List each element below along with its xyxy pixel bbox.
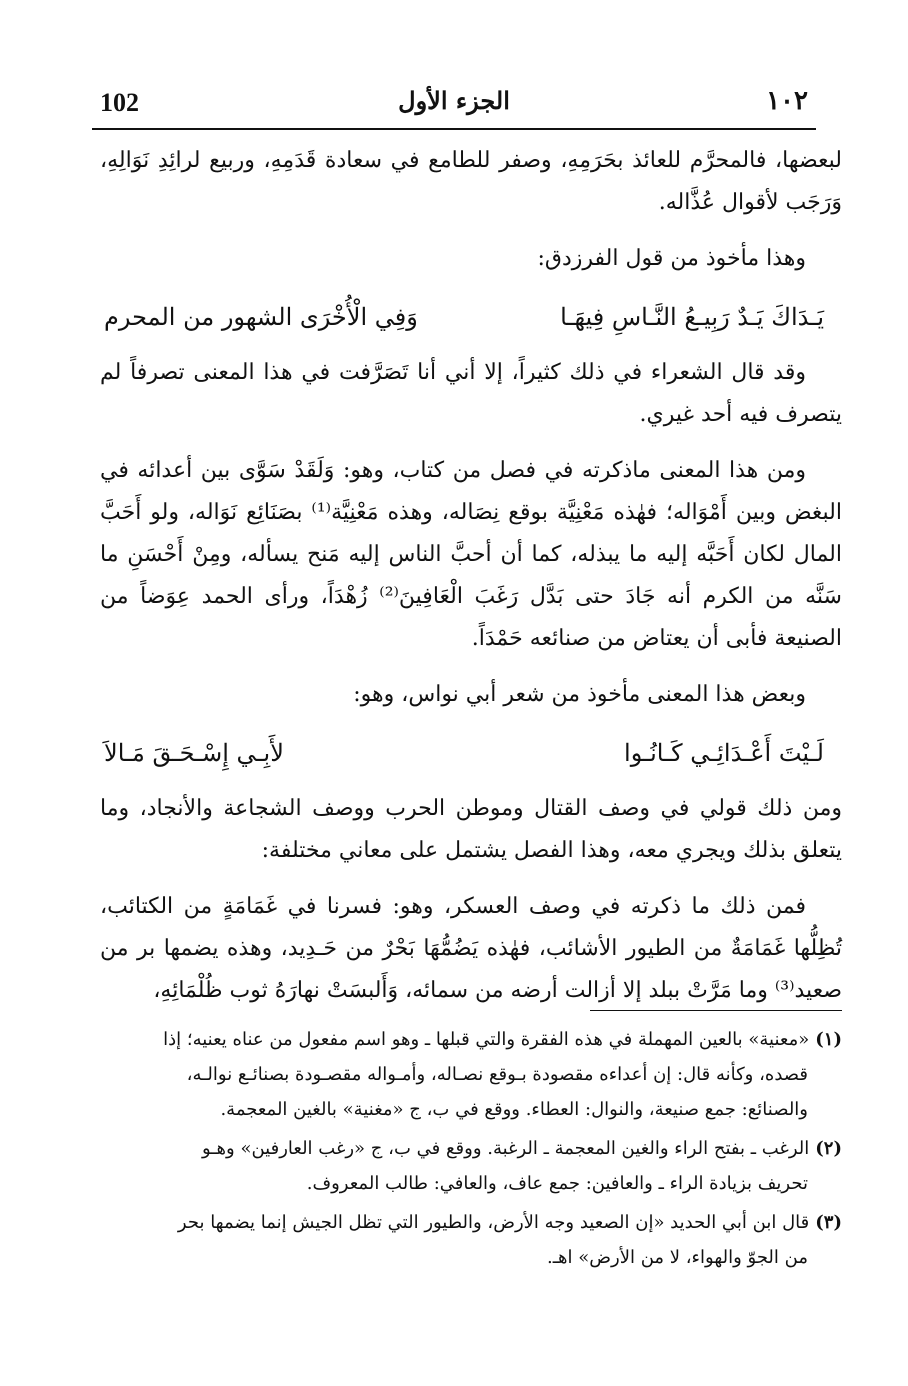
- footnote-separator: [590, 1010, 842, 1011]
- footnote-3-line-1: (٣)قال ابن أبي الحديد «إن الصعيد وجه الأرض، والطيور التي تظل الجيش إنما يضمها بحر: [177, 1212, 842, 1233]
- footnote-3-line-2: من الجوّ والهواء، لا من الأرض» اهـ.: [547, 1247, 808, 1268]
- footnote-2: [100, 1131, 842, 1201]
- paragraph-1: لبعضها، فالمحرَّم للعائذ بحَرَمِهِ، وصفر للطامع في سعادة قَدَمِهِ، وربيع لرائِدِ نَوَالِهِ، وَرَجَب لأقوال عُذَّاله.: [100, 148, 842, 215]
- page-header: [92, 84, 816, 130]
- footnotes: [100, 1022, 842, 1279]
- running-title: الجزء الأول: [398, 86, 510, 115]
- paragraph-2: وهذا مأخوذ من قول الفرزدق:: [537, 246, 806, 271]
- footnote-2-line-1: (٢)الرغب ـ بفتح الراء والغين المعجمة ـ الرغبة. ووقع في ب، ج «رغب العارفين» وهـو: [201, 1138, 842, 1159]
- footnote-1: [100, 1022, 842, 1127]
- paragraph-6: ومن ذلك قولي في وصف القتال وموطن الحرب ووصف الشجاعة والأنجاد، وما يتعلق بذلك ويجري معه، وهذا الفصل يشتمل على معاني مختلفة:: [100, 796, 842, 863]
- verse-abu-nuwas: [100, 730, 842, 776]
- paragraph-3: وقد قال الشعراء في ذلك كثيراً، إلا أني أنا تَصَرَّفت في هذا المعنى تصرفاً لم يتصرف فيه أحد غيري.: [100, 360, 842, 427]
- paragraph-4: ومن هذا المعنى ماذكرته في فصل من كتاب، وهو: وَلَقَدْ سَوَّى بين أعدائه في البغض وبين أَمْوَاله؛ فهٰذه مَعْنِيَّة بوقع نِصَاله، وهذه مَعْنِيَّة⁽¹⁾ بصَنَائِع نَوَاله، ولو أَحَبَّ المال لكان أَحَبَّه إليه ما يبذله، كما أن أحبَّ الناس إليه مَنح يسأله، ومِنْ أَحْسَنِ ما سَنَّه من الكرم أنه جَادَ حتى بَدَّل رَغَبَ الْعَافِينَ⁽²⁾ زُهْدَاً، ورأى الحمد عِوَضاً من الصنيعة فأبى أن يعتاض من صنائعه حَمْدَاً.: [100, 458, 842, 651]
- paragraph-5: وبعض هذا المعنى مأخوذ من شعر أبي نواس، وهو:: [353, 682, 806, 707]
- page-number-latin: 102: [100, 88, 139, 117]
- footnote-3: [100, 1205, 842, 1275]
- footnote-1-line-1: (١)«معنية» بالعين المهملة في هذه الفقرة والتي قبلها ـ وهو اسم مفعول من عناه يعنيه؛ إذا: [163, 1029, 842, 1050]
- main-text: [100, 140, 842, 1026]
- verse-2-first-hemistich: لَـيْتَ أَعْـدَائِـي كَـانُـوا: [624, 739, 824, 767]
- footnote-1-line-3: والصنائع: جمع صنيعة، والنوال: العطاء. ووقع في ب، ج «مغنية» بالغين المعجمة.: [220, 1099, 808, 1120]
- page-number-arabic: ١٠٢: [766, 86, 808, 116]
- verse-farazdaq: [100, 294, 842, 340]
- paragraph-7: فمن ذلك ما ذكرته في وصف العسكر، وهو: فسرنا في غَمَامَةٍ من الكتائب، تُظِلُّها غَمَامَةٌ من الطيور الأشائب، فهٰذه يَضُمُّهَا بَحْرٌ من حَـدِيد، وهذه يضمها بر من صعيد⁽³⁾ وما مَرَّتْ ببلد إلا أزالت أرضه من سمائه، وَأَلبسَتْ نهارَهُ ثوب ظُلْمَائِهِ،: [100, 894, 842, 1003]
- footnote-2-line-2: تحريف بزيادة الراء ـ والعافين: جمع عاف، والعافي: طالب المعروف.: [306, 1173, 808, 1194]
- footnote-1-line-2: قصده، وكأنه قال: إن أعداءه مقصودة بـوقع نصـاله، وأمـواله مقصـودة بصنائـع نوالـه،: [186, 1064, 808, 1085]
- footnote-3-number: (٣): [815, 1212, 842, 1233]
- verse-1-first-hemistich: يَـدَاكَ يَـدٌ رَبِيـعُ النَّـاسِ فِيهَـا: [560, 303, 824, 331]
- verse-2-second-hemistich: لأَبِـي إِسْـحَـقَ مَـالاَ: [104, 739, 284, 767]
- footnote-2-number: (٢): [815, 1138, 842, 1159]
- verse-1-second-hemistich: وَفِي الْأُخْرَى الشهور من المحرم: [104, 303, 418, 331]
- footnote-1-number: (١): [815, 1029, 842, 1050]
